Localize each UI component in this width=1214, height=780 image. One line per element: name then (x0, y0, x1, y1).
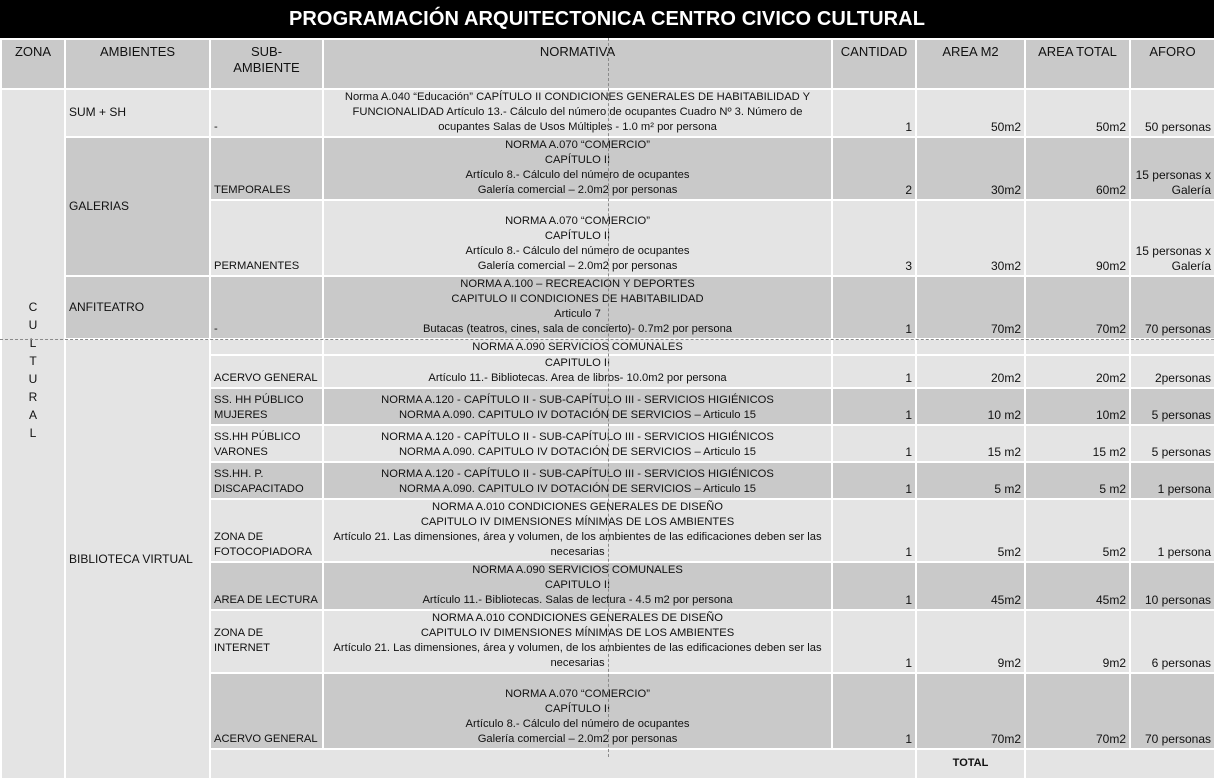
area-total-cell: 45m2 (1025, 562, 1130, 610)
zona-letter: R (28, 389, 38, 404)
sub-ambiente: ZONA DE FOTOCOPIADORA (210, 499, 323, 562)
area-total-cell: 20m2 (1025, 355, 1130, 388)
header-normativa: NORMATIVA (323, 39, 832, 89)
aforo-cell: 1 persona (1130, 462, 1214, 499)
normativa-cell: NORMA A.010 CONDICIONES GENERALES DE DISEÑO CAPITULO IV DIMENSIONES MÍNIMAS DE LOS AMBIENTES Artículo 21. Las dimensiones, área y volumen, de los ambientes de las edificaciones deben ser las necesarias (323, 499, 832, 562)
area-total-cell: 60m2 (1025, 137, 1130, 200)
header-sub-ambiente: SUB- AMBIENTE (210, 39, 323, 89)
header-cantidad: CANTIDAD (832, 39, 916, 89)
ambiente-biblioteca: BIBLIOTECA VIRTUAL (65, 339, 210, 779)
table-title: PROGRAMACIÓN ARQUITECTONICA CENTRO CIVICO CULTURAL (0, 0, 1214, 38)
aforo-cell: 5 personas (1130, 425, 1214, 462)
cantidad-cell: 1 (832, 276, 916, 339)
sub-ambiente: PERMANENTES (210, 200, 323, 276)
sub-ambiente: AREA DE LECTURA (210, 562, 323, 610)
area-cell: 30m2 (916, 200, 1025, 276)
cantidad-cell: 1 (832, 673, 916, 749)
total-spacer-2 (1025, 749, 1214, 779)
cantidad-cell: 2 (832, 137, 916, 200)
area-cell: 45m2 (916, 562, 1025, 610)
area-total-cell: 15 m2 (1025, 425, 1130, 462)
cantidad-cell: 1 (832, 499, 916, 562)
zona-letter: A (28, 407, 37, 422)
table-row (1, 339, 1214, 355)
sub-ambiente: SS.HH PÚBLICO VARONES (210, 425, 323, 462)
header-area: AREA M2 (916, 39, 1025, 89)
zona-label (5, 298, 61, 442)
normativa-cell: NORMA A.120 - CAPÍTULO II - SUB-CAPÍTULO III - SERVICIOS HIGIÉNICOS NORMA A.090. CAPITULO IV DOTACIÓN DE SERVICIOS – Articulo 15 (323, 388, 832, 425)
aforo-empty (1130, 339, 1214, 355)
normativa-cell: NORMA A.070 “COMERCIO” CAPÍTULO II Artículo 8.- Cálculo del número de ocupantes Galería comercial – 2.0m2 por personas (323, 137, 832, 200)
sub-ambiente: - (210, 276, 323, 339)
zona-letter: L (29, 425, 37, 440)
area-total-empty (1025, 339, 1130, 355)
aforo-cell: 50 personas (1130, 89, 1214, 137)
table-row (1, 89, 1214, 137)
aforo-cell: 15 personas x Galería (1130, 137, 1214, 200)
normativa-cell: NORMA A.100 – RECREACION Y DEPORTES CAPITULO II CONDICIONES DE HABITABILIDAD Articulo 7 Butacas (teatros, cines, sala de concierto)- 0.7m2 por persona (323, 276, 832, 339)
table-row (1, 137, 1214, 200)
total-label: TOTAL (916, 749, 1025, 779)
header-area-total: AREA TOTAL (1025, 39, 1130, 89)
area-total-cell: 90m2 (1025, 200, 1130, 276)
sub-ambiente: - (210, 89, 323, 137)
normativa-cell: NORMA A.070 “COMERCIO” CAPÍTULO II Artículo 8.- Cálculo del número de ocupantes Galería comercial – 2.0m2 por personas (323, 673, 832, 749)
cantidad-cell: 3 (832, 200, 916, 276)
aforo-cell: 10 personas (1130, 562, 1214, 610)
header-row (1, 39, 1214, 89)
aforo-cell: 5 personas (1130, 388, 1214, 425)
area-cell: 9m2 (916, 610, 1025, 673)
cantidad-cell: 1 (832, 462, 916, 499)
area-total-cell: 5m2 (1025, 499, 1130, 562)
cantidad-cell: 1 (832, 425, 916, 462)
normativa-cell: NORMA A.120 - CAPÍTULO II - SUB-CAPÍTULO III - SERVICIOS HIGIÉNICOS NORMA A.090. CAPITULO IV DOTACIÓN DE SERVICIOS – Articulo 15 (323, 425, 832, 462)
header-zona: ZONA (1, 39, 65, 89)
program-table (0, 38, 1214, 780)
header-aforo: AFORO (1130, 39, 1214, 89)
ambiente-sum: SUM + SH (65, 89, 210, 137)
sub-ambiente: ACERVO GENERAL (210, 673, 323, 749)
ambiente-galerias: GALERIAS (65, 137, 210, 276)
area-total-cell: 70m2 (1025, 276, 1130, 339)
aforo-cell: 2personas (1130, 355, 1214, 388)
zona-letter: T (29, 353, 37, 368)
zona-letter: C (28, 299, 38, 314)
sub-ambiente: TEMPORALES (210, 137, 323, 200)
zona-cell (1, 89, 65, 779)
area-cell: 70m2 (916, 276, 1025, 339)
area-cell: 30m2 (916, 137, 1025, 200)
cantidad-cell: 1 (832, 610, 916, 673)
sub-ambiente-empty (210, 339, 323, 355)
aforo-cell: 1 persona (1130, 499, 1214, 562)
normativa-cell: NORMA A.090 SERVICIOS COMUNALES CAPITULO II Artículo 11.- Bibliotecas. Salas de lectura - 4.5 m2 por persona (323, 562, 832, 610)
zona-letter: U (28, 317, 38, 332)
area-total-cell: 50m2 (1025, 89, 1130, 137)
aforo-cell: 70 personas (1130, 673, 1214, 749)
sub-ambiente: SS. HH PÚBLICO MUJERES (210, 388, 323, 425)
cantidad-cell: 1 (832, 388, 916, 425)
area-total-cell: 10m2 (1025, 388, 1130, 425)
normativa-cell: Norma A.040 “Educación” CAPÍTULO II CONDICIONES GENERALES DE HABITABILIDAD Y FUNCIONALIDAD Artículo 13.- Cálculo del número de ocupantes Cuadro Nº 3. Número de ocupantes Salas de Usos Múltiples - 1.0 m² por persona (323, 89, 832, 137)
normativa-cell: NORMA A.090 SERVICIOS COMUNALES (323, 339, 832, 355)
area-cell: 20m2 (916, 355, 1025, 388)
area-cell: 50m2 (916, 89, 1025, 137)
header-ambientes: AMBIENTES (65, 39, 210, 89)
table-row (1, 276, 1214, 339)
zona-letter: L (29, 335, 37, 350)
normativa-cell: NORMA A.010 CONDICIONES GENERALES DE DISEÑO CAPITULO IV DIMENSIONES MÍNIMAS DE LOS AMBIENTES Artículo 21. Las dimensiones, área y volumen, de los ambientes de las edificaciones deben ser las necesarias (323, 610, 832, 673)
normativa-cell: NORMA A.120 - CAPÍTULO II - SUB-CAPÍTULO III - SERVICIOS HIGIÉNICOS NORMA A.090. CAPITULO IV DOTACIÓN DE SERVICIOS – Articulo 15 (323, 462, 832, 499)
sub-ambiente: SS.HH. P. DISCAPACITADO (210, 462, 323, 499)
cantidad-cell: 1 (832, 355, 916, 388)
area-total-cell: 70m2 (1025, 673, 1130, 749)
area-cell: 5 m2 (916, 462, 1025, 499)
sub-ambiente: ACERVO GENERAL (210, 355, 323, 388)
ambiente-anfiteatro: ANFITEATRO (65, 276, 210, 339)
area-total-cell: 9m2 (1025, 610, 1130, 673)
area-cell: 5m2 (916, 499, 1025, 562)
area-cell: 70m2 (916, 673, 1025, 749)
zona-letter: U (28, 371, 38, 386)
cantidad-cell: 1 (832, 89, 916, 137)
aforo-cell: 6 personas (1130, 610, 1214, 673)
total-spacer (210, 749, 916, 779)
area-total-cell: 5 m2 (1025, 462, 1130, 499)
sub-ambiente: ZONA DE INTERNET (210, 610, 323, 673)
cantidad-empty (832, 339, 916, 355)
normativa-cell: CAPITULO II Artículo 11.- Bibliotecas. Area de libros- 10.0m2 por persona (323, 355, 832, 388)
area-cell: 10 m2 (916, 388, 1025, 425)
area-empty (916, 339, 1025, 355)
cantidad-cell: 1 (832, 562, 916, 610)
normativa-cell: NORMA A.070 “COMERCIO” CAPÍTULO II Artículo 8.- Cálculo del número de ocupantes Galería comercial – 2.0m2 por personas (323, 200, 832, 276)
aforo-cell: 70 personas (1130, 276, 1214, 339)
area-cell: 15 m2 (916, 425, 1025, 462)
aforo-cell: 15 personas x Galería (1130, 200, 1214, 276)
